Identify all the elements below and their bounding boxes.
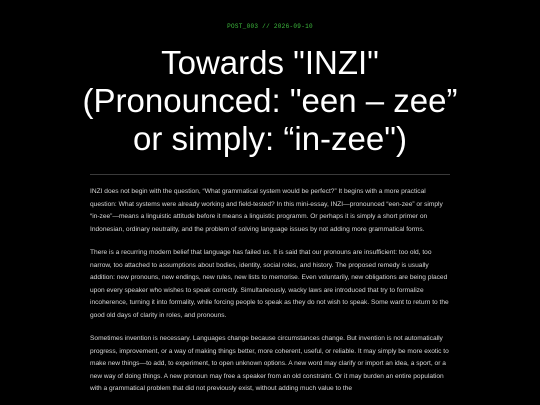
- paragraph: There is a recurring modern belief that language has failed us. It is said that our pronouns are insufficient: too old, too narrow, too attached to assumptions about bodies, identity, social roles, and history. The proposed remedy is usually addition: new pronouns, new endings, new rules, new lists to memorise. Even voluntarily, new obligations are being placed upon every speaker who wishes to speak correctly. Simultaneously, wacky laws are introduced that try to formalize incoherence, turning it into formality, while forcing people to speak as they do not wish to speak. Some want to return to the good old days of clarity in roles, and pronouns.: [90, 249, 449, 319]
- divider: [90, 174, 450, 175]
- paragraph: INZI does not begin with the question, “What grammatical system would be perfect?” It begins with a more practical question: What systems were already working and field-tested? In this mini-essay, INZI—pronounced “een-zee” or simply “in-zee”—means a linguistic attitude before it means a linguistic programm. Or perhaps it is simply a short primer on Indonesian, ordinary neutrality, and the problem of solving language issues by not adding more grammatical forms.: [90, 188, 443, 233]
- page-title: Towards "INZI"(Pronounced: "een – zee” or simply: “in-zee"): [82, 44, 458, 157]
- post-meta: POST_003 // 2026-09-10: [227, 23, 313, 30]
- article-body: [90, 186, 452, 405]
- paragraph: Sometimes invention is necessary. Languages change because circumstances change. But invention is not automatically progress, improvement, or a way of making things better, more coherent, useful, or reliable. It may simply be more exotic to make new things—to add, to experiment, to open unknown options. A new word may clarify or import an idea, a sport, or a new way of doing things. A new pronoun may free a speaker from an old constraint. Or it may burden an entire population with a grammatical problem that did not previously exist, without adding much value to the: [90, 335, 449, 392]
